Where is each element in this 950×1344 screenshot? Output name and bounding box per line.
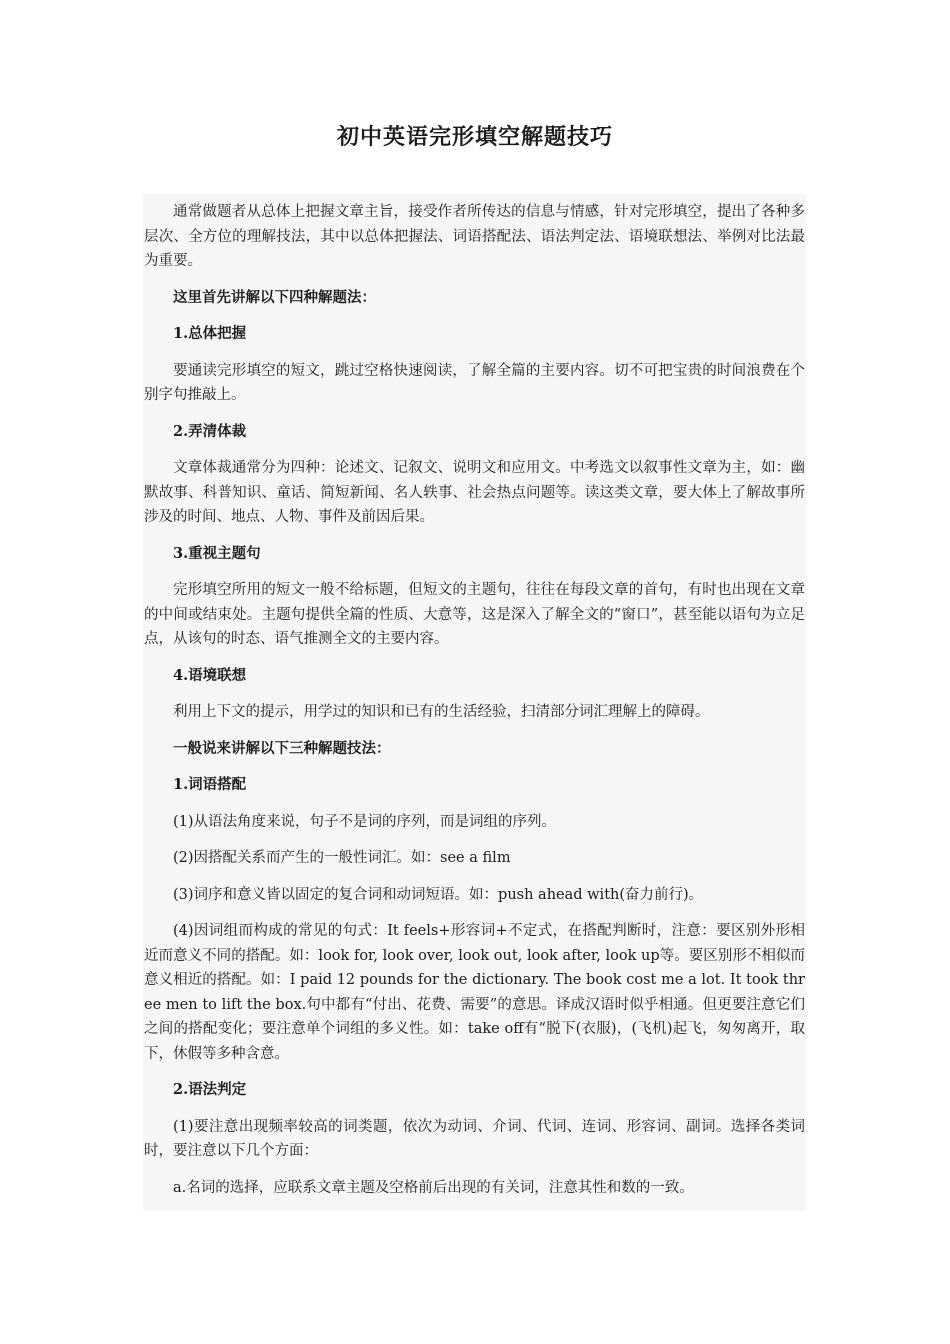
subheading-overall-grasp: 1.总体把握 <box>173 325 247 342</box>
paragraph-grammar-a: a.名词的选择，应联系文章主题及空格前后出现的有关词，注意其性和数的一致。 <box>173 1179 694 1196</box>
section-heading-four-methods: 这里首先讲解以下四种解题法： <box>173 288 376 306</box>
paragraph-collocation-4: (4)因词组而构成的常见的句式：It feels+形容词+不定式，在搭配判断时，注意：要区别外形相近而意义不同的搭配。如：look for, look over, look out, look after, look up等。要区别形不相似而意义相近的搭配。如：I paid 12 pounds for the dictionary. The book cost me a lot. It took three men to lift the box.句中都有“付出、花费、需要”的意思。译成汉语时似乎相通。但更要注意它们之间的搭配变化；要注意单个词组的多义性。如：take off有“脱下(衣服)，(飞机)起飞，匆匆离开，取下，休假等多种含意。 <box>144 923 805 1062</box>
subheading-grammar: 2.语法判定 <box>173 1081 247 1098</box>
paragraph-overall-grasp: 要通读完形填空的短文，跳过空格快速阅读，了解全篇的主要内容。切不可把宝贵的时间浪费在个别字句推敲上。 <box>144 362 805 403</box>
paragraph-grammar-1: (1)要注意出现频率较高的词类题，依次为动词、介词、代词、连词、形容词、副词。选择各类词时，要注意以下几个方面： <box>144 1118 805 1159</box>
document-body <box>143 194 806 1210</box>
page-title: 初中英语完形填空解题技巧 <box>336 124 613 150</box>
subheading-genre: 2.弄清体裁 <box>173 422 247 440</box>
paragraph-intro: 通常做题者从总体上把握文章主旨，接受作者所传达的信息与情感，针对完形填空，提出了各种多层次、全方位的理解技法，其中以总体把握法、词语搭配法、语法判定法、语境联想法、举例对比法最为重要。 <box>144 204 805 269</box>
subheading-collocation: 1.词语搭配 <box>173 776 247 793</box>
subheading-topic-sentence: 3.重视主题句 <box>173 544 261 562</box>
paragraph-context: 利用上下文的提示，用学过的知识和已有的生活经验，扫清部分词汇理解上的障碍。 <box>173 704 710 720</box>
paragraph-collocation-3: (3)词序和意义皆以固定的复合词和动词短语。如：push ahead with(奋力前行)。 <box>173 886 704 903</box>
section-heading-three-techniques: 一般说来讲解以下三种解题技法： <box>173 739 391 757</box>
subheading-context: 4.语境联想 <box>173 666 247 684</box>
paragraph-topic-sentence: 完形填空所用的短文一般不给标题，但短文的主题句，往往在每段文章的首句，有时也出现在文章的中间或结束处。主题句提供全篇的性质、大意等，这是深入了解全文的“窗口”，甚至能以语句为立足点，从该句的时态、语气推测全文的主要内容。 <box>144 582 805 647</box>
paragraph-genre: 文章体裁通常分为四种：论述文、记叙文、说明文和应用文。中考选文以叙事性文章为主，如：幽默故事、科普知识、童话、简短新闻、名人轶事、社会热点问题等。读这类文章，要大体上了解故事所涉及的时间、地点、人物、事件及前因后果。 <box>144 460 805 525</box>
paragraph-collocation-2: (2)因搭配关系而产生的一般性词汇。如：see a film <box>173 850 511 866</box>
paragraph-collocation-1: (1)从语法角度来说，句子不是词的序列，而是词组的序列。 <box>173 813 557 830</box>
